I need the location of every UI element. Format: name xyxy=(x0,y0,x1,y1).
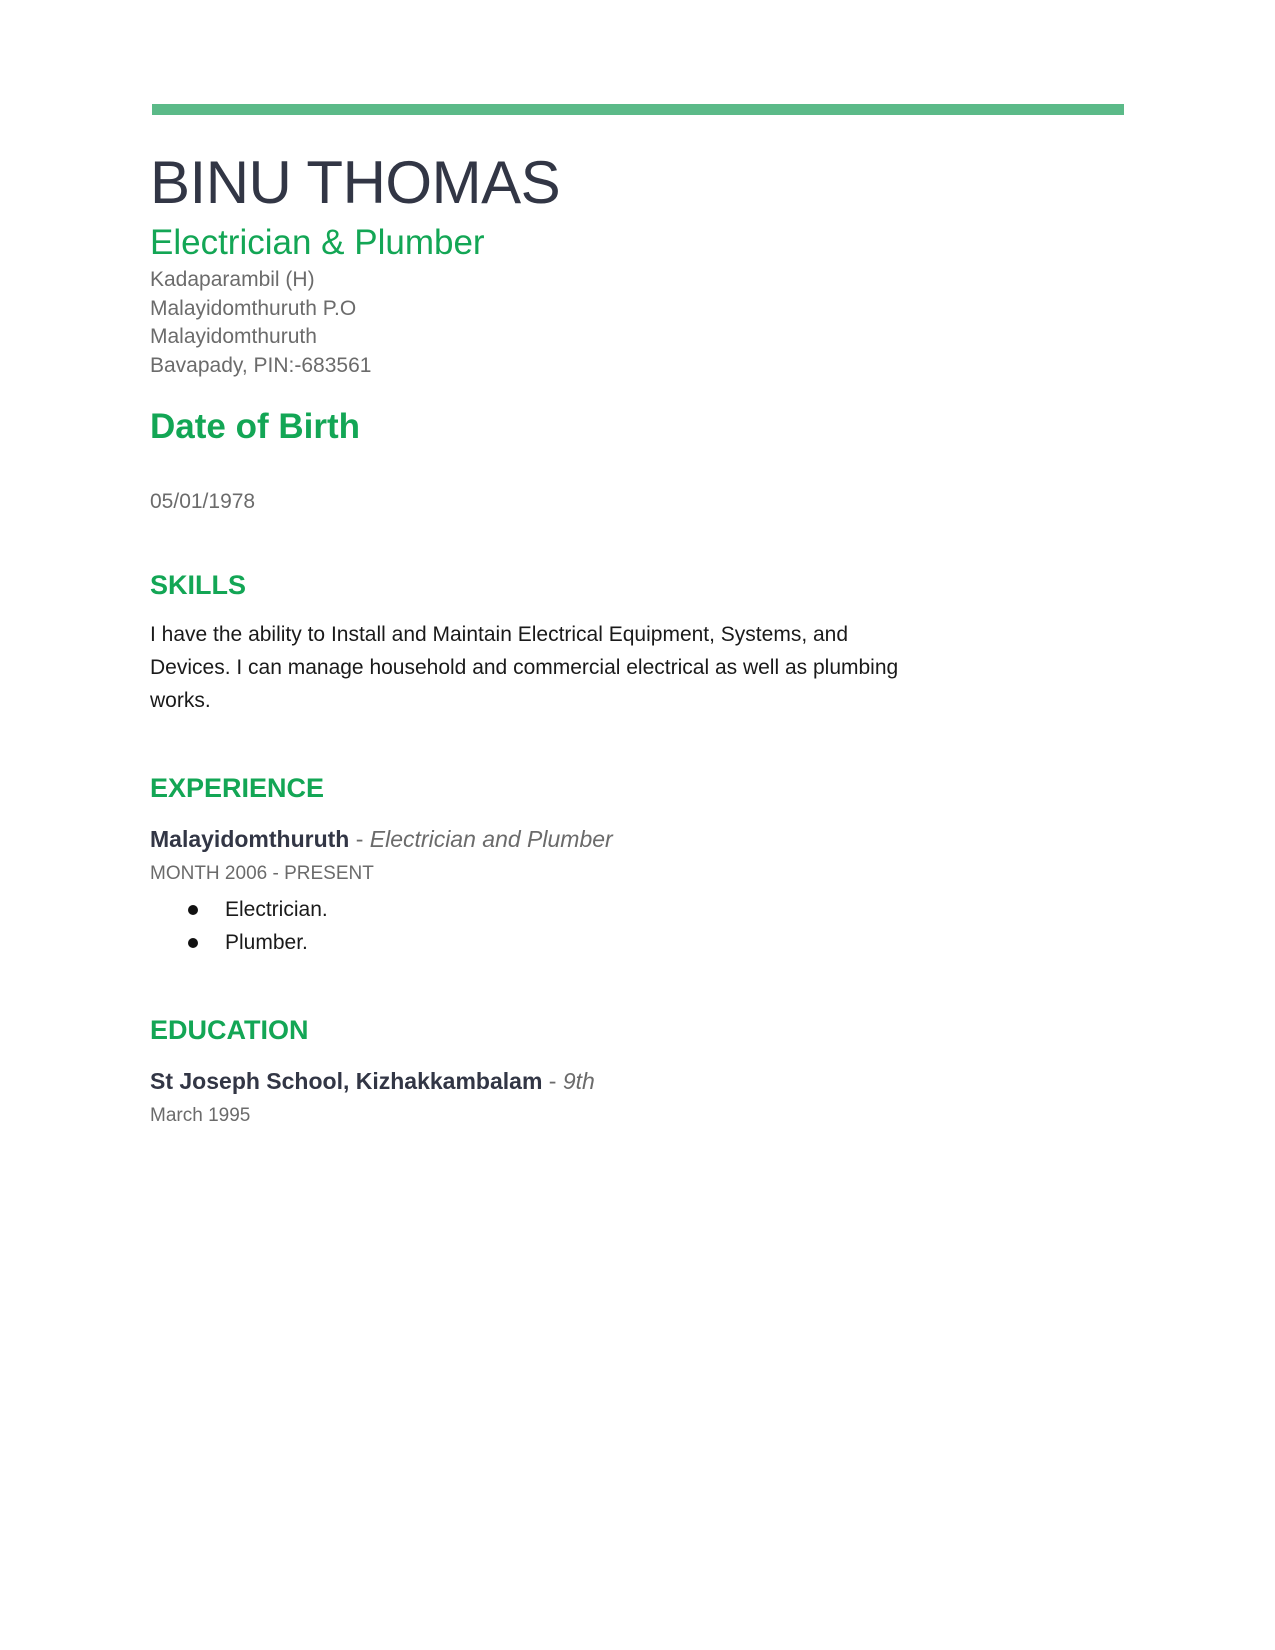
education-entry xyxy=(150,1065,1050,1129)
address-line: Kadaparambil (H) xyxy=(150,268,315,291)
education-qualification: 9th xyxy=(562,1068,595,1094)
education-title xyxy=(150,1065,1050,1097)
experience-dates: MONTH 2006 - PRESENT xyxy=(150,863,374,884)
education-institution: St Joseph School, Kizhakkambalam xyxy=(150,1068,543,1094)
bullet-icon xyxy=(188,938,198,948)
education-date: March 1995 xyxy=(150,1105,251,1126)
dob-heading: Date of Birth xyxy=(150,407,360,446)
experience-heading: EXPERIENCE xyxy=(150,773,325,803)
address-line: Malayidomthuruth xyxy=(150,325,317,348)
address-line: Bavapady, PIN:-683561 xyxy=(150,353,372,377)
skills-heading: SKILLS xyxy=(150,570,247,600)
resume-content xyxy=(150,146,1050,1129)
bullet-text: Electrician. xyxy=(225,898,328,921)
title-separator: - xyxy=(542,1068,563,1094)
header-accent-bar xyxy=(152,104,1124,115)
education-heading: EDUCATION xyxy=(150,1015,309,1045)
bullet-icon xyxy=(188,905,198,915)
address-block xyxy=(150,266,1050,380)
address-line: Malayidomthuruth P.O xyxy=(150,296,357,320)
bullet-text: Plumber. xyxy=(225,931,308,954)
experience-bullets xyxy=(150,893,1050,959)
experience-entry xyxy=(150,823,1050,959)
title-separator: - xyxy=(349,826,370,852)
applicant-role: Electrician & Plumber xyxy=(150,223,485,262)
experience-organization: Malayidomthuruth xyxy=(150,826,350,852)
applicant-name: BINU THOMAS xyxy=(150,149,561,216)
skills-text: I have the ability to Install and Maintain Electrical Equipment, Systems, and Devices. I can manage household and commercial electrical as well as plumbing works. xyxy=(150,623,899,712)
list-item xyxy=(150,926,1050,959)
list-item xyxy=(150,893,1050,926)
dob-value: 05/01/1978 xyxy=(150,490,256,513)
experience-position: Electrician and Plumber xyxy=(369,826,613,852)
experience-title xyxy=(150,823,1050,855)
